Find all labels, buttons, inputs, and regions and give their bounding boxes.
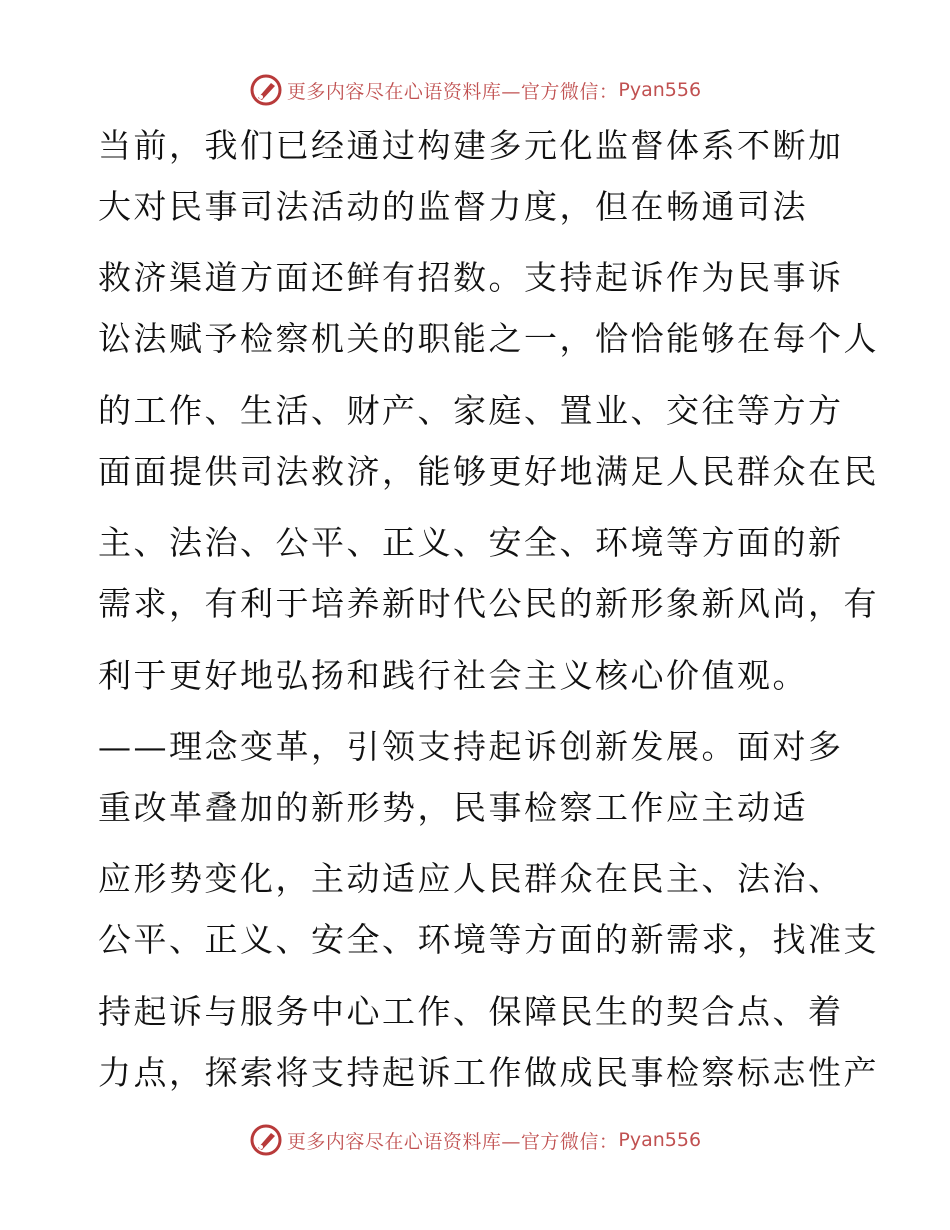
body-line: 救济渠道方面还鲜有招数。支持起诉作为民事诉 bbox=[98, 258, 844, 297]
body-line: 面面提供司法救济，能够更好地满足人民群众在民 bbox=[98, 452, 879, 491]
pen-logo-icon bbox=[249, 73, 283, 107]
body-line: 力点，探索将支持起诉工作做成民事检察标志性产 bbox=[98, 1053, 879, 1092]
body-line: 当前，我们已经通过构建多元化监督体系不断加 bbox=[98, 126, 844, 165]
body-line: ——理念变革，引领支持起诉创新发展。面对多 bbox=[98, 727, 844, 766]
body-line: 的工作、生活、财产、家庭、置业、交往等方方 bbox=[98, 391, 844, 430]
watermark-text: 更多内容尽在心语资料库—官方微信： bbox=[286, 1130, 619, 1153]
header-watermark bbox=[0, 70, 950, 110]
watermark-text: 更多内容尽在心语资料库—官方微信： bbox=[286, 80, 619, 103]
body-line: 公平、正义、安全、环境等方面的新需求，找准支 bbox=[98, 920, 879, 959]
watermark-wechat-id: Pyan556 bbox=[618, 1129, 702, 1151]
footer-watermark bbox=[0, 1120, 950, 1160]
body-line: 应形势变化，主动适应人民群众在民主、法治、 bbox=[98, 859, 844, 898]
body-line: 重改革叠加的新形势，民事检察工作应主动适 bbox=[98, 788, 808, 827]
body-line: 利于更好地弘扬和践行社会主义核心价值观。 bbox=[98, 656, 808, 695]
body-line: 持起诉与服务中心工作、保障民生的契合点、着 bbox=[98, 992, 844, 1031]
body-line: 需求，有利于培养新时代公民的新形象新风尚，有 bbox=[98, 584, 879, 623]
body-line: 大对民事司法活动的监督力度，但在畅通司法 bbox=[98, 187, 808, 226]
body-line: 主、法治、公平、正义、安全、环境等方面的新 bbox=[98, 523, 844, 562]
pen-logo-icon bbox=[249, 1123, 283, 1157]
watermark-wechat-id: Pyan556 bbox=[618, 79, 702, 101]
body-line: 讼法赋予检察机关的职能之一，恰恰能够在每个人 bbox=[98, 319, 879, 358]
